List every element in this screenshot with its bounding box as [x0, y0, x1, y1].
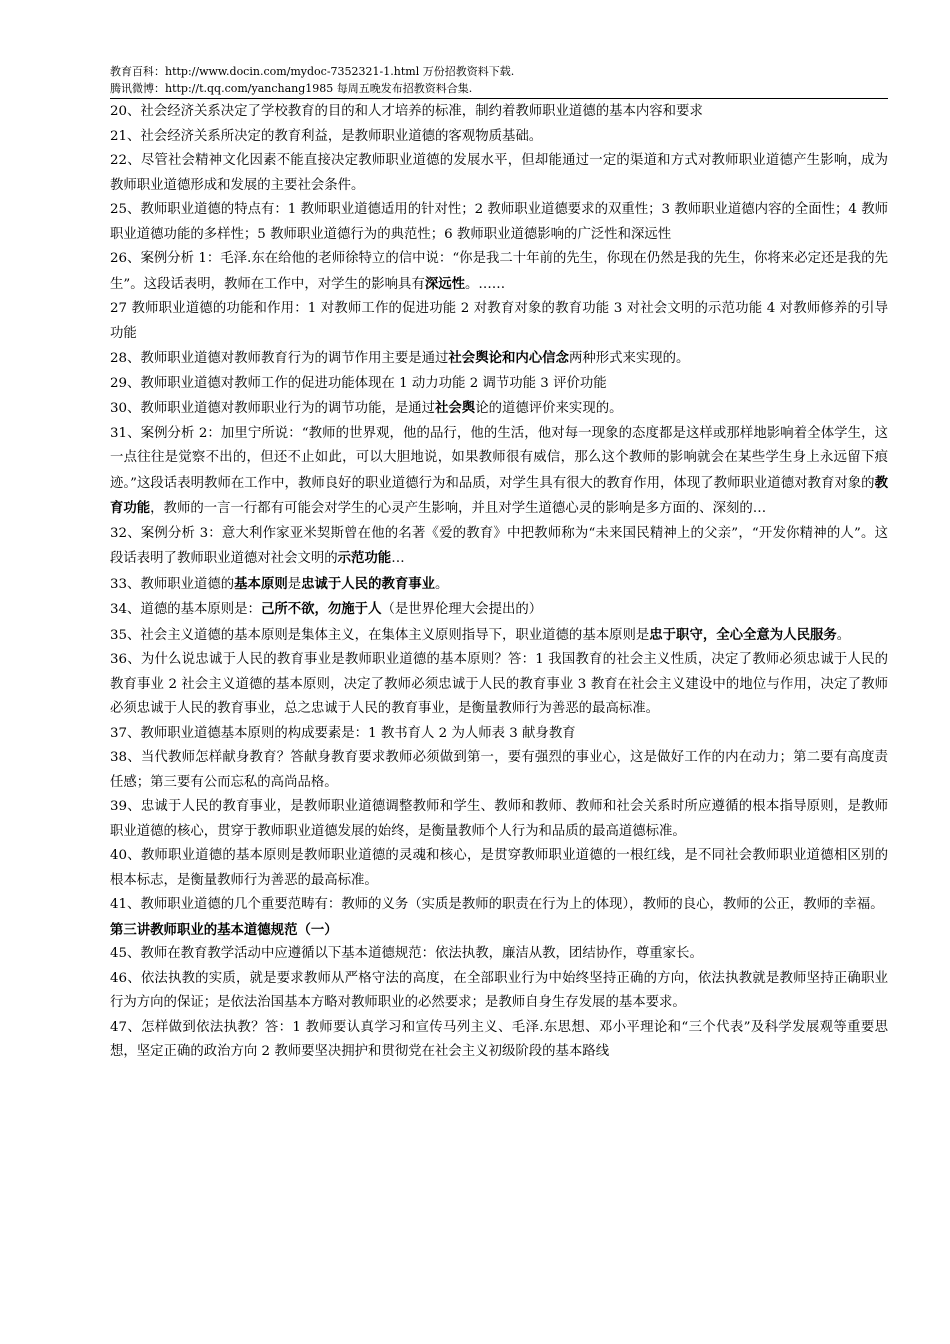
- emphasis-text: 己所不欲，勿施于人: [260, 601, 382, 617]
- paragraph-text: 45、教师在教育教学活动中应遵循以下基本道德规范：依法执教，廉洁从教，团结协作，尊重家长。: [110, 946, 703, 961]
- paragraph: [110, 942, 888, 967]
- paragraph-text: 35、社会主义道德的基本原则是集体主义，在集体主义原则指导下，职业道德的基本原则是: [110, 627, 650, 643]
- paragraph-text: ，教师的一言一行都有可能会对学生的心灵产生影响，并且对学生道德心灵的影响是多方面的、深刻的…: [150, 501, 767, 516]
- paragraph-text: 39、忠诚于人民的教育事业，是教师职业道德调整教师和学生、教师和教师、教师和社会关系时所应遵循的根本指导原则，是教师职业道德的核心，贯穿于教师职业道德发展的始终，是衡量教师个人行为和品质的最高道德标准。: [110, 799, 888, 839]
- paragraph-text: 是: [287, 576, 302, 592]
- emphasis-text: 基本原则: [234, 575, 288, 592]
- paragraph: [110, 572, 888, 598]
- paragraph: [110, 125, 888, 150]
- paragraph: [110, 198, 888, 247]
- paragraph-text: 46、依法执教的实质，就是要求教师从严格守法的高度，在全部职业行为中始终坚持正确的方向，依法执教就是教师坚持正确职业行为方向的保证；是依法治国基本方略对教师职业的必然要求；是教师自身生存发展的基本要求。: [110, 970, 888, 1010]
- paragraph-text: 41、教师职业道德的几个重要范畴有：教师的义务（实质是教师的职责在行为上的体现），教师的良心，教师的公正，教师的幸福。: [110, 897, 884, 912]
- paragraph: [110, 346, 888, 372]
- paragraph: [110, 372, 888, 397]
- header-line-docin: 教育百科：http://www.docin.com/mydoc-7352321-1.html 万份招教资料下载.: [110, 65, 515, 78]
- emphasis-text: 忠诚于人民的教育事业: [301, 575, 436, 592]
- paragraph-text: 30、教师职业道德对教师职业行为的调节功能，是通过: [110, 401, 436, 416]
- header-line-weibo: 腾讯微博：http://t.qq.com/yanchang1985 每周五晚发布招教资料合集.: [110, 82, 473, 95]
- paragraph-text: 。……: [465, 276, 506, 292]
- paragraph-text: 36、为什么说忠诚于人民的教育事业是教师职业道德的基本原则？答：1 我国教育的社会主义性质，决定了教师必须忠诚于人民的教育事业 2 社会主义道德的基本原则，决定了教师必须忠诚于人民的教育事业 3 教育在社会主义建设中的地位与作用，决定了教师必须忠诚于人民的教育事业，总之忠诚于人民的教育事业，是衡量教师行为善恶的最高标准。: [110, 652, 888, 716]
- paragraph-text: 论的道德评价来实现的。: [475, 401, 623, 416]
- paragraph: [110, 1016, 888, 1065]
- paragraph-text: 32、案例分析 3：意大利作家亚米契斯曾在他的名著《爱的教育》中把教师称为“未来国民精神上的父亲”，“开发你精神的人”。这段话表明了教师职业道德对社会文明的: [110, 525, 888, 566]
- document-body: [110, 100, 888, 1065]
- paragraph-text: 22、尽管社会精神文化因素不能直接决定教师职业道德的发展水平，但却能通过一定的渠道和方式对教师职业道德产生影响，成为教师职业道德形成和发展的主要社会条件。: [110, 153, 888, 193]
- page-header: [110, 63, 888, 99]
- paragraph: [110, 100, 888, 125]
- emphasis-text: 示范功能: [337, 550, 392, 566]
- paragraph-text: 31、案例分析 2：加里宁所说：“教师的世界观，他的品行，他的生活，他对每一现象的态度都是这样或那样地影响着全体学生，这一点往往是觉察不出的，但还不止如此，可以大胆地说，如果教师很有威信，那么这个教师的影响就会在某些学生身上永远留下痕迹。”这段话表明教师在工作中，教师良好的职业道德行为和品质，对学生具有很大的教育作用，体现了教师职业道德对教育对象的: [110, 425, 888, 491]
- emphasis-text: 深远性: [424, 275, 466, 292]
- paragraph-text: 。: [435, 576, 449, 592]
- paragraph: [110, 795, 888, 844]
- paragraph-text: 。: [836, 627, 851, 643]
- document-page: [110, 63, 888, 1065]
- paragraph: [110, 422, 888, 522]
- paragraph-text: 40、教师职业道德的基本原则是教师职业道德的灵魂和核心，是贯穿教师职业道德的一根红线，是不同社会教师职业道德相区别的根本标志，是衡量教师行为善恶的最高标准。: [110, 848, 888, 888]
- emphasis-text: 教育功能: [110, 474, 888, 516]
- paragraph: [110, 844, 888, 893]
- paragraph-text: 38、当代教师怎样献身教育？答献身教育要求教师必须做到第一，要有强烈的事业心，这是做好工作的内在动力；第二要有高度责任感；第三要有公而忘私的高尚品格。: [110, 750, 888, 790]
- paragraph: [110, 149, 888, 198]
- paragraph-text: 27 教师职业道德的功能和作用：1 对教师工作的促进功能 2 对教育对象的教育功能 3 对社会文明的示范功能 4 对教师修养的引导功能: [110, 301, 888, 341]
- emphasis-text: 忠于职守，全心全意为人民服务: [649, 626, 837, 643]
- paragraph-text: 25、教师职业道德的特点有：1 教师职业道德适用的针对性；2 教师职业道德要求的双重性；3 教师职业道德内容的全面性；4 教师职业道德功能的多样性；5 教师职业道德行为的典范性；6 教师职业道德影响的广泛性和深远性: [110, 202, 888, 242]
- paragraph-text: 34、道德的基本原则是：: [110, 602, 261, 617]
- paragraph-text: 28、教师职业道德对教师教育行为的调节作用主要是通过: [110, 351, 449, 366]
- paragraph-text: …: [391, 551, 405, 566]
- paragraph-text: 20、社会经济关系决定了学校教育的目的和人才培养的标准，制约着教师职业道德的基本内容和要求: [110, 104, 703, 119]
- section-heading: 第三讲教师职业的基本道德规范（一）: [110, 921, 338, 938]
- paragraph: [110, 648, 888, 722]
- paragraph: [110, 722, 888, 747]
- paragraph-text: 两种形式来实现的。: [568, 351, 690, 366]
- paragraph: [110, 623, 888, 649]
- paragraph: [110, 746, 888, 795]
- paragraph-text: （是世界伦理大会提出的）: [381, 602, 543, 617]
- paragraph: [110, 396, 888, 422]
- paragraph-text: 33、教师职业道德的: [110, 576, 235, 592]
- emphasis-text: 社会舆论和内心信念: [448, 350, 569, 366]
- paragraph: [110, 597, 888, 623]
- emphasis-text: 社会舆: [435, 400, 476, 416]
- paragraph-text: 37、教师职业道德基本原则的构成要素是：1 教书育人 2 为人师表 3 献身教育: [110, 725, 576, 741]
- paragraph: [110, 893, 888, 918]
- paragraph-text: 26、案例分析 1：毛泽.东在给他的老师徐特立的信中说：“你是我二十年前的先生，你现在仍然是我的先生，你将来必定还是我的先生”。这段话表明，教师在工作中，对学生的影响具有: [110, 251, 888, 292]
- paragraph: [110, 522, 888, 572]
- paragraph-text: 21、社会经济关系所决定的教育利益，是教师职业道德的客观物质基础。: [110, 128, 543, 144]
- paragraph-text: 29、教师职业道德对教师工作的促进功能体现在 1 动力功能 2 调节功能 3 评价功能: [110, 375, 607, 391]
- paragraph: [110, 297, 888, 346]
- paragraph: [110, 247, 888, 297]
- paragraph: [110, 967, 888, 1016]
- paragraph-text: 47、怎样做到依法执教？答：1 教师要认真学习和宣传马列主义、毛泽.东思想、邓小平理论和“三个代表”及科学发展观等重要思想，坚定正确的政治方向 2 教师要坚决拥护和贯彻党在社会主义初级阶段的基本路线: [110, 1019, 888, 1059]
